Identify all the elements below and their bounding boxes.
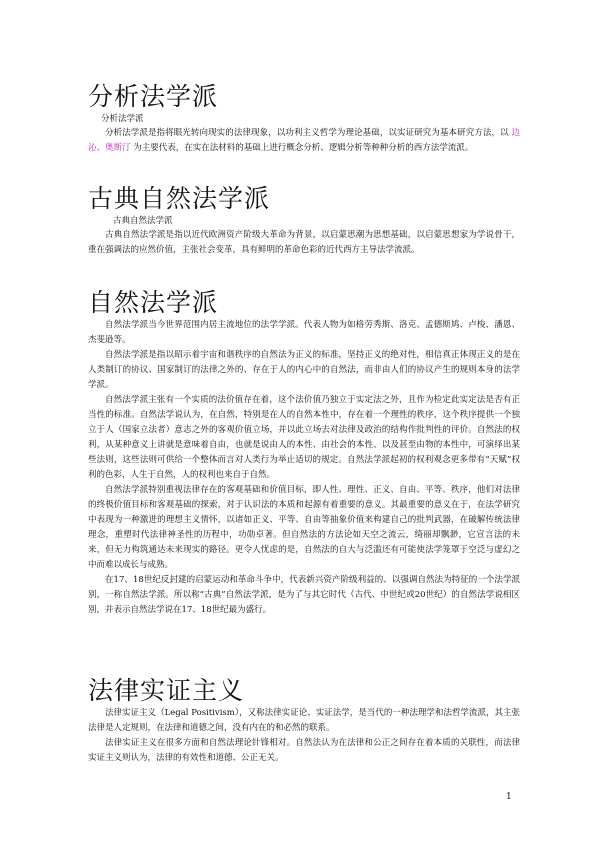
paragraph: 自然法学派是指以昭示着宇宙和谐秩序的自然法为正义的标准，坚持正义的绝对性，相信真正体现正义的是在人类制订的协议、国家制订的法律之外的、存在于人的内心中的自然法，而非由人们的协议产生的规则本身的法学学派。 — [88, 350, 520, 390]
paragraph — [88, 126, 520, 156]
paragraph-text: 为主要代表，在实在法材料的基础上进行概念分析、逻辑分析等种种分析的西方法学流派。 — [133, 143, 474, 153]
paragraph: 自然法学派特别重视法律存在的客观基础和价值目标，即人性、理性、正义、自由、平等、秩序，他们对法律的终极价值目标和客观基础的探索，对于认识法的本质和起源有着重要的意义。其最重要的意义在于，在法学研究中表现为一种激进的理想主义情怀，以诸如正义、平等、自由等抽象价值来构建自己的批判武器，在破解传统法律理念，重塑时代法律神圣性的历程中，功勋卓著。但自然法的方法论如天空之流云，绮丽却飘渺，它宣言法的未来，但无力构筑通达未来现实的路径。更令人忧虑的是，自然法的自大与泛滥还有可能使法学笼罩于空泛与虚幻之中而难以成长与成熟。 — [88, 485, 520, 570]
paragraph: 自然法学派主张有一个实质的法价值存在着，这个法价值乃独立于实定法之外，且作为检定此实定法是否有正当性的标准。自然法学说认为，在自然，特别是在人的自然本性中，存在着一个理性的秩序，这个秩序提供一个独立于人（国家立法者）意志之外的客观价值立场，并以此立场去对法律及政治的结构作批判性的评价。自然法的权利，从某种意义上讲就是意味着自由，也就是说由人的本性、由社会的本性、以及甚至由物的本性中，可演绎出某些法则，这些法则可供给一个整体而言对人类行为举止适切的规定。自然法学派起初的权利观念更多带有“天赋”权利的色彩，人生于自然，人的权利也来自于自然。 — [88, 395, 520, 480]
section-title: 法律实证主义 — [88, 676, 245, 705]
section-subtitle: 分析法学派 — [101, 114, 144, 124]
section-classical-natural-law — [88, 184, 520, 258]
section-title: 分析法学派 — [88, 82, 219, 111]
paragraph: 古典自然法学派是指以近代欧洲资产阶级大革命为背景，以启蒙思潮为思想基础，以启蒙思想家为学说骨干，重在强调法的应然价值，主张社会变革，具有鲜明的革命色彩的近代西方主导法学流派。 — [88, 230, 520, 255]
paragraph-text: 分析法学派是指将眼光转向现实的法律现象，以功利主义哲学为理论基础，以实证研究为基本研究方法，以 — [105, 128, 509, 138]
section-title: 古典自然法学派 — [88, 184, 271, 213]
paragraph: 法律实证主义在很多方面和自然法理论针锋相对。自然法认为在法律和公正之间存在着本质的关联性，而法律实证主义则认为，法律的有效性和道德、公正无关。 — [88, 738, 520, 763]
page-number: 1 — [506, 792, 512, 802]
paragraph: 自然法学派当今世界范围内居主流地位的法学学派。代表人物为如格劳秀斯、洛克、孟德斯鸠、卢梭、潘恩、杰斐逊等。 — [88, 320, 520, 345]
paragraph: 法律实证主义（Legal Positivism），又称法律实证论、实证法学，是当代的一种法理学和法哲学流派，其主张法律是人定规则，在法律和道德之间，没有内在的和必然的联系。 — [88, 708, 520, 733]
section-natural-law — [88, 288, 520, 618]
link-austin[interactable]: 奥斯汀 — [105, 143, 131, 153]
section-subtitle: 古典自然法学派 — [113, 216, 173, 226]
section-analytical-school — [88, 82, 520, 156]
section-title: 自然法学派 — [88, 288, 219, 317]
paragraph: 在17、18世纪反封建的启蒙运动和革命斗争中，代表新兴资产阶级利益的、以强调自然法为特征的一个法学派别，一称自然法学派。所以称“古典”自然法学派，是为了与其它时代（古代、中世纪或20世纪）的自然法学说相区别，并表示自然法学说在17、18世纪最为盛行。 — [88, 575, 520, 615]
section-legal-positivism — [88, 676, 520, 766]
link-bentham[interactable]: 边沁、 — [88, 128, 520, 153]
